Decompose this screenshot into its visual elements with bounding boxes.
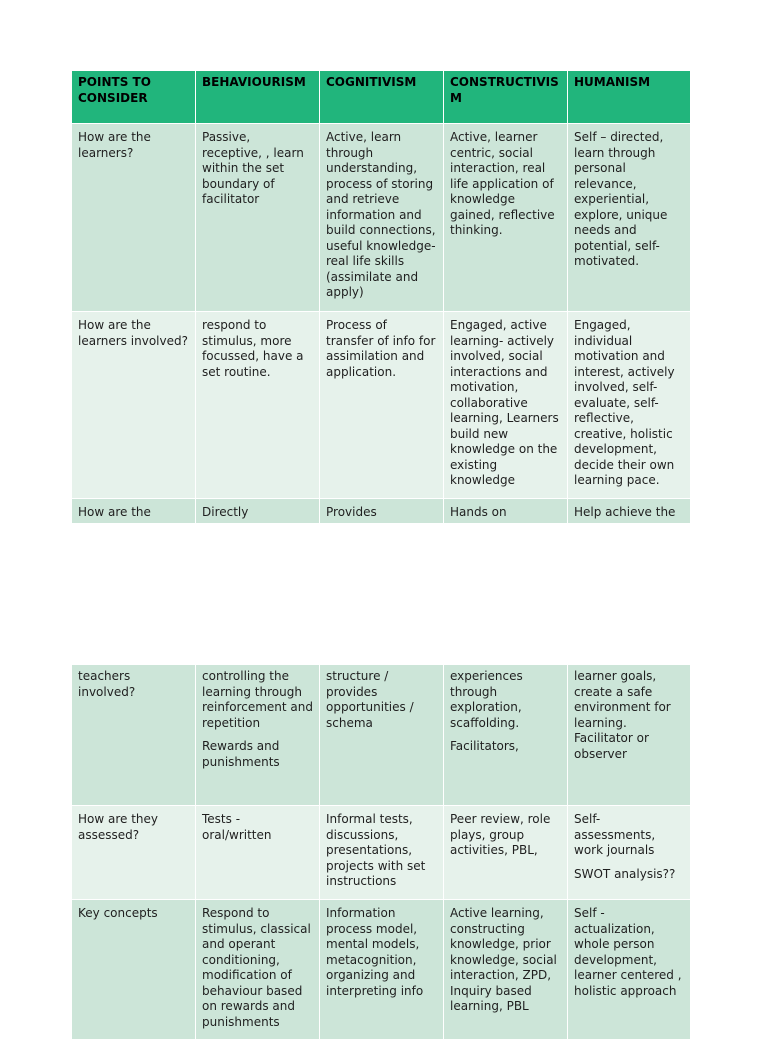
cell-paragraph: controlling the learning through reinforcement and repetition <box>202 669 313 730</box>
cell-constructivism: Active, learner centric, social interaction, real life application of knowledge gained, reflective thinking. <box>444 124 568 312</box>
cell-humanism: Self – directed, learn through personal relevance, experiential, explore, unique needs and potential, self-motivated. <box>568 124 691 312</box>
cell-behaviourism: Directly <box>196 499 320 524</box>
cell-constructivism: Engaged, active learning- actively involved, social interactions and motivation, collaborative learning, Learners build new knowledge on the existing knowledge <box>444 312 568 499</box>
header-constructivism: CONSTRUCTIVIS M <box>444 71 568 124</box>
cell-constructivism: Active learning, constructing knowledge, prior knowledge, social interaction, ZPD, Inquiry based learning, PBL <box>444 900 568 1040</box>
cell-point: How are they assessed? <box>72 806 196 900</box>
learning-theories-table-page-bottom <box>71 664 691 1040</box>
cell-behaviourism: Tests - oral/written <box>196 806 320 900</box>
table-row <box>72 312 691 499</box>
cell-constructivism: Hands on <box>444 499 568 524</box>
cell-paragraph: Self- assessments, work journals <box>574 812 656 857</box>
cell-constructivism <box>444 665 568 806</box>
cell-humanism: Engaged, individual motivation and interest, actively involved, self-evaluate, self-reflective, creative, holistic development, decide their own learning pace. <box>568 312 691 499</box>
table-row <box>72 499 691 524</box>
cell-cognitivism: Active, learn through understanding, process of storing and retrieve information and build connections, useful knowledge- real life skills (assimilate and apply) <box>320 124 444 312</box>
table-row <box>72 806 691 900</box>
cell-cognitivism: Provides <box>320 499 444 524</box>
table-row <box>72 124 691 312</box>
cell-humanism: learner goals, create a safe environment for learning. Facilitator or observer <box>568 665 691 806</box>
cell-constructivism: Peer review, role plays, group activities, PBL, <box>444 806 568 900</box>
cell-cognitivism: Informal tests, discussions, presentations, projects with set instructions <box>320 806 444 900</box>
header-points-to-consider: POINTS TO CONSIDER <box>72 71 196 124</box>
cell-behaviourism: respond to stimulus, more focussed, have a set routine. <box>196 312 320 499</box>
header-humanism: HUMANISM <box>568 71 691 124</box>
cell-paragraph: experiences through exploration, scaffolding. <box>450 669 523 730</box>
cell-point: How are the <box>72 499 196 524</box>
cell-point: How are the learners? <box>72 124 196 312</box>
learning-theories-table-page-top <box>71 70 691 524</box>
cell-paragraph: Facilitators, <box>450 739 519 753</box>
cell-behaviourism: Passive, receptive, , learn within the set boundary of facilitator <box>196 124 320 312</box>
header-cognitivism: COGNITIVISM <box>320 71 444 124</box>
cell-point: teachers involved? <box>72 665 196 806</box>
cell-point: Key concepts <box>72 900 196 1040</box>
cell-humanism: Help achieve the <box>568 499 691 524</box>
cell-humanism <box>568 806 691 900</box>
cell-behaviourism: Respond to stimulus, classical and operant conditioning, modification of behaviour based on rewards and punishments <box>196 900 320 1040</box>
cell-paragraph: SWOT analysis?? <box>574 866 676 881</box>
cell-behaviourism <box>196 665 320 806</box>
header-behaviourism: BEHAVIOURISM <box>196 71 320 124</box>
cell-humanism: Self -actualization, whole person development, learner centered , holistic approach <box>568 900 691 1040</box>
cell-point: How are the learners involved? <box>72 312 196 499</box>
cell-paragraph: Rewards and punishments <box>202 739 280 769</box>
table-row <box>72 665 691 806</box>
cell-cognitivism: structure / provides opportunities / schema <box>320 665 444 806</box>
cell-cognitivism: Process of transfer of info for assimilation and application. <box>320 312 444 499</box>
table-header-row <box>72 71 691 124</box>
table-row <box>72 900 691 1040</box>
cell-cognitivism: Information process model, mental models, metacognition, organizing and interpreting info <box>320 900 444 1040</box>
